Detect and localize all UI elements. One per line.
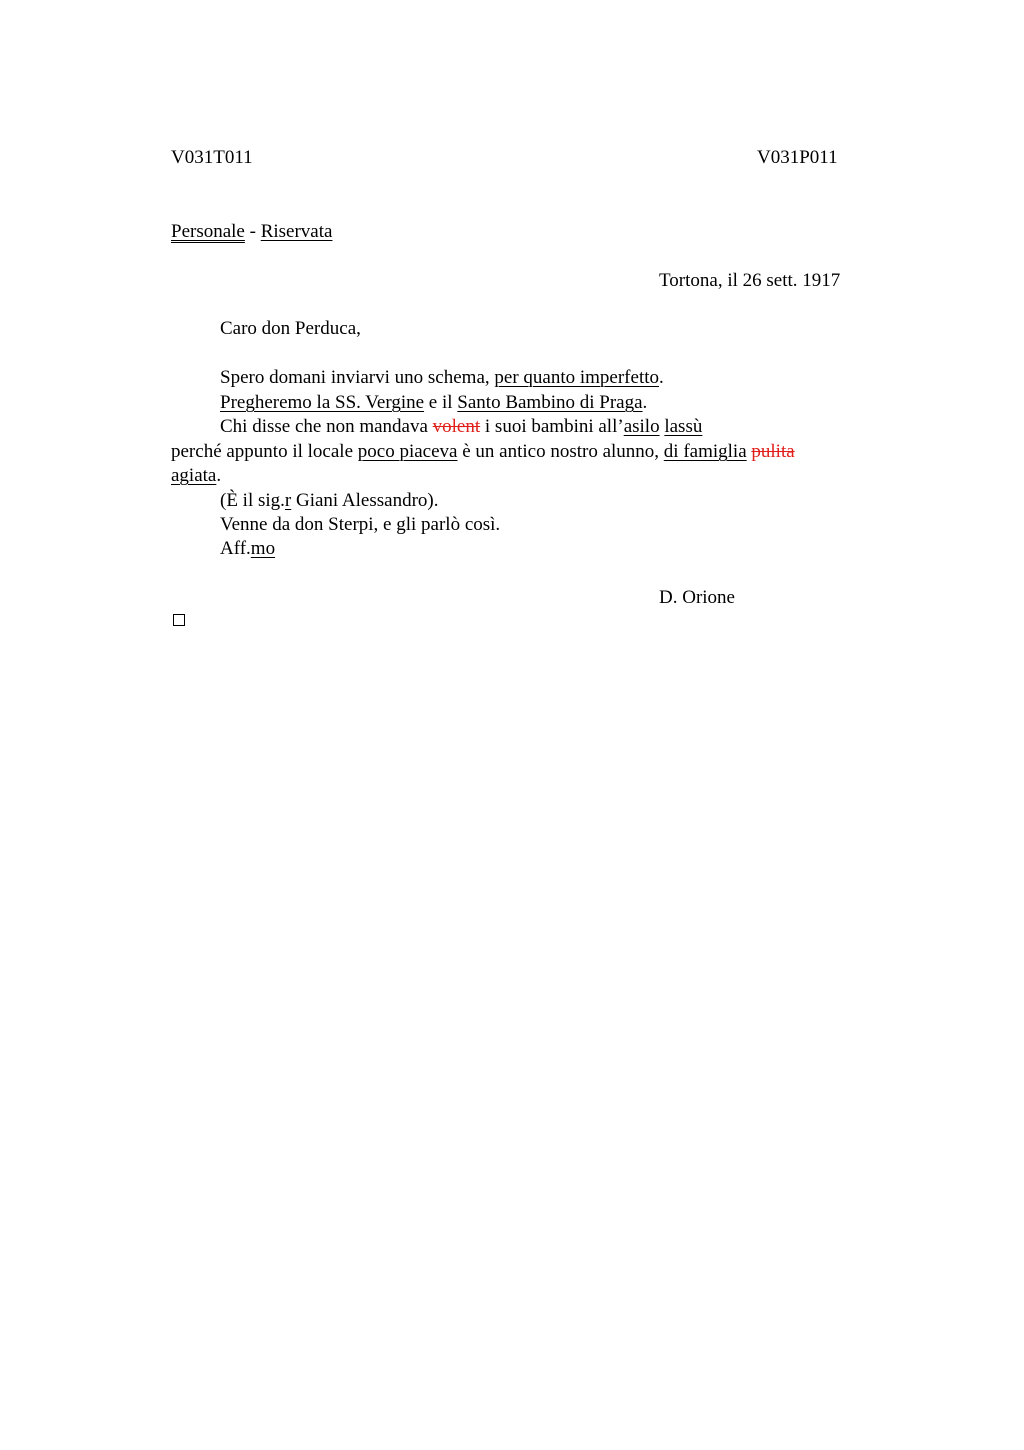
underlined-text: per quanto imperfetto — [494, 367, 659, 388]
body-text: . — [216, 465, 222, 486]
underlined-text: asilo — [623, 416, 660, 437]
body-line-4 — [171, 440, 795, 464]
closing-text: Aff. — [220, 538, 251, 559]
classification-separator: - — [244, 221, 261, 242]
place-date: Tortona, il 26 sett. 1917 — [659, 270, 841, 291]
body-text: perché appunto il locale — [171, 441, 358, 462]
underlined-text: agiata — [171, 465, 217, 486]
classification-reserved: Riservata — [260, 221, 333, 242]
document-code-left: V031T011 — [171, 147, 253, 168]
salutation: Caro don Perduca, — [220, 318, 361, 339]
classification-line — [171, 220, 332, 244]
body-text: i suoi bambini all’ — [480, 416, 624, 437]
body-text: (È il sig. — [220, 490, 285, 511]
closing — [220, 537, 275, 561]
deleted-text: pulita — [751, 441, 795, 462]
document-code-right: V031P011 — [757, 147, 838, 168]
body-line-3 — [220, 415, 702, 439]
body-text: Chi disse che non mandava — [220, 416, 433, 437]
body-text: . — [659, 367, 664, 388]
underlined-text: Pregheremo la SS. Vergine — [220, 392, 425, 413]
body-line-1 — [220, 366, 664, 390]
body-text: è un antico nostro alunno, — [457, 441, 664, 462]
body-text: Spero domani inviarvi uno schema, — [220, 367, 495, 388]
body-line-5 — [171, 464, 221, 488]
body-line-2 — [220, 391, 647, 415]
body-text: . — [642, 392, 648, 413]
underlined-text: lassù — [664, 416, 703, 437]
underlined-text: di famiglia — [663, 441, 747, 462]
underlined-text: Santo Bambino di Praga — [457, 392, 643, 413]
deleted-text: volent — [432, 416, 481, 437]
body-text: Giani Alessandro). — [291, 490, 439, 511]
body-line-7: Venne da don Sterpi, e gli parlò così. — [220, 514, 501, 535]
underlined-text: poco piaceva — [357, 441, 458, 462]
closing-abbrev: mo — [250, 538, 276, 559]
empty-square-icon — [173, 614, 185, 626]
body-text: e il — [424, 392, 458, 413]
body-line-6 — [220, 489, 438, 513]
classification-personal: Personale — [171, 221, 245, 242]
signature: D. Orione — [659, 587, 735, 608]
underlined-text: r — [284, 490, 292, 511]
